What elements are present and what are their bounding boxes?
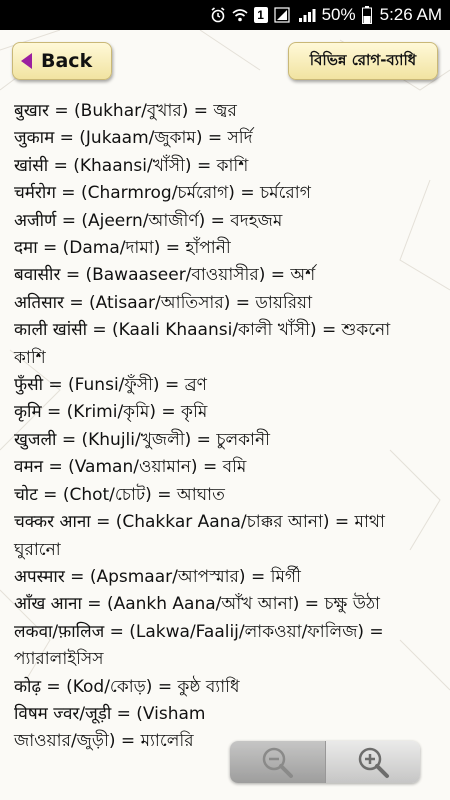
category-title: বিভিন্ন রোগ-ব্যাধি [309,50,417,69]
status-bar [0,0,450,30]
sim-number: 1 [254,7,268,23]
list-item: कृमि = (Krimi/কৃমি) = কৃমি [14,402,208,423]
list-item: लकवा/फ़ालिज = (Lakwa/Faalij/লাকওয়া/ফালিজ) = প্যারালাইসিস [14,621,384,670]
list-item: काली खांसी = (Kaali Khaansi/কালী খাঁসী) = শুকনো কাশি [14,320,391,368]
alarm-icon [210,7,226,23]
vocabulary-list [14,98,424,756]
zoom-in-icon [356,745,390,779]
list-item: चोट = (Chot/চোট) = আঘাত [14,484,225,505]
cell-signal-icon [298,7,316,23]
category-title-button[interactable] [288,42,438,80]
list-item: फुँसी = (Funsi/ফুঁসী) = ব্রণ [14,375,207,396]
zoom-out-button[interactable] [230,741,326,783]
back-button-label: Back [41,50,93,72]
list-item: बवासीर = (Bawaaseer/বাওয়াসীর) = অর্শ [14,265,316,286]
list-item: अपस्मार = (Apsmaar/আপস্মার) = মির্গী [14,566,301,587]
list-item: विषम ज्वर/जूड़ी = (Visham [14,703,206,724]
list-item: জাওয়ার/জুড়ী) = ম্যালেরি [14,731,194,752]
clock: 5:26 AM [379,5,442,24]
list-item: खुजली = (Khujli/খুজলী) = চুলকানী [14,429,270,450]
zoom-in-button[interactable] [326,741,421,783]
list-item: अतिसार = (Atisaar/আতিসার) = ডায়রিয়া [14,292,312,313]
back-arrow-icon [21,53,32,69]
wifi-icon [232,7,248,23]
list-item: वमन = (Vaman/ওয়ামান) = বমি [14,457,247,478]
list-item: आँख आना = (Aankh Aana/আঁখ আনা) = চক্ষু উঠা [14,594,380,615]
list-item: चर्मरोग = (Charmrog/চর্মরোগ) = চর্মরোগ [14,183,311,204]
list-item: जुकाम = (Jukaam/জুকাম) = সর্দি [14,128,253,149]
list-item: बुखार = (Bukhar/বুখার) = জ্বর [14,101,237,121]
list-item: कोढ़ = (Kod/কোড়) = কুষ্ঠ ব্যাধি [14,676,240,697]
signal-icon [274,7,292,23]
sim-badge [254,7,268,23]
list-item: खांसी = (Khaansi/খাঁসী) = কাশি [14,155,249,176]
list-item: चक्कर आना = (Chakkar Aana/চাক্কর আনা) = মাথা ঘুরানো [14,512,385,560]
zoom-controls [230,741,420,783]
list-item: अजीर्ण = (Ajeern/আজীর্ণ) = বদহজম [14,210,283,231]
list-item: दमा = (Dama/দামা) = হাঁপানী [14,238,231,259]
zoom-out-icon [260,745,294,779]
battery-percent: 50% [321,5,356,24]
back-button[interactable] [12,42,112,80]
battery-icon [362,6,372,24]
